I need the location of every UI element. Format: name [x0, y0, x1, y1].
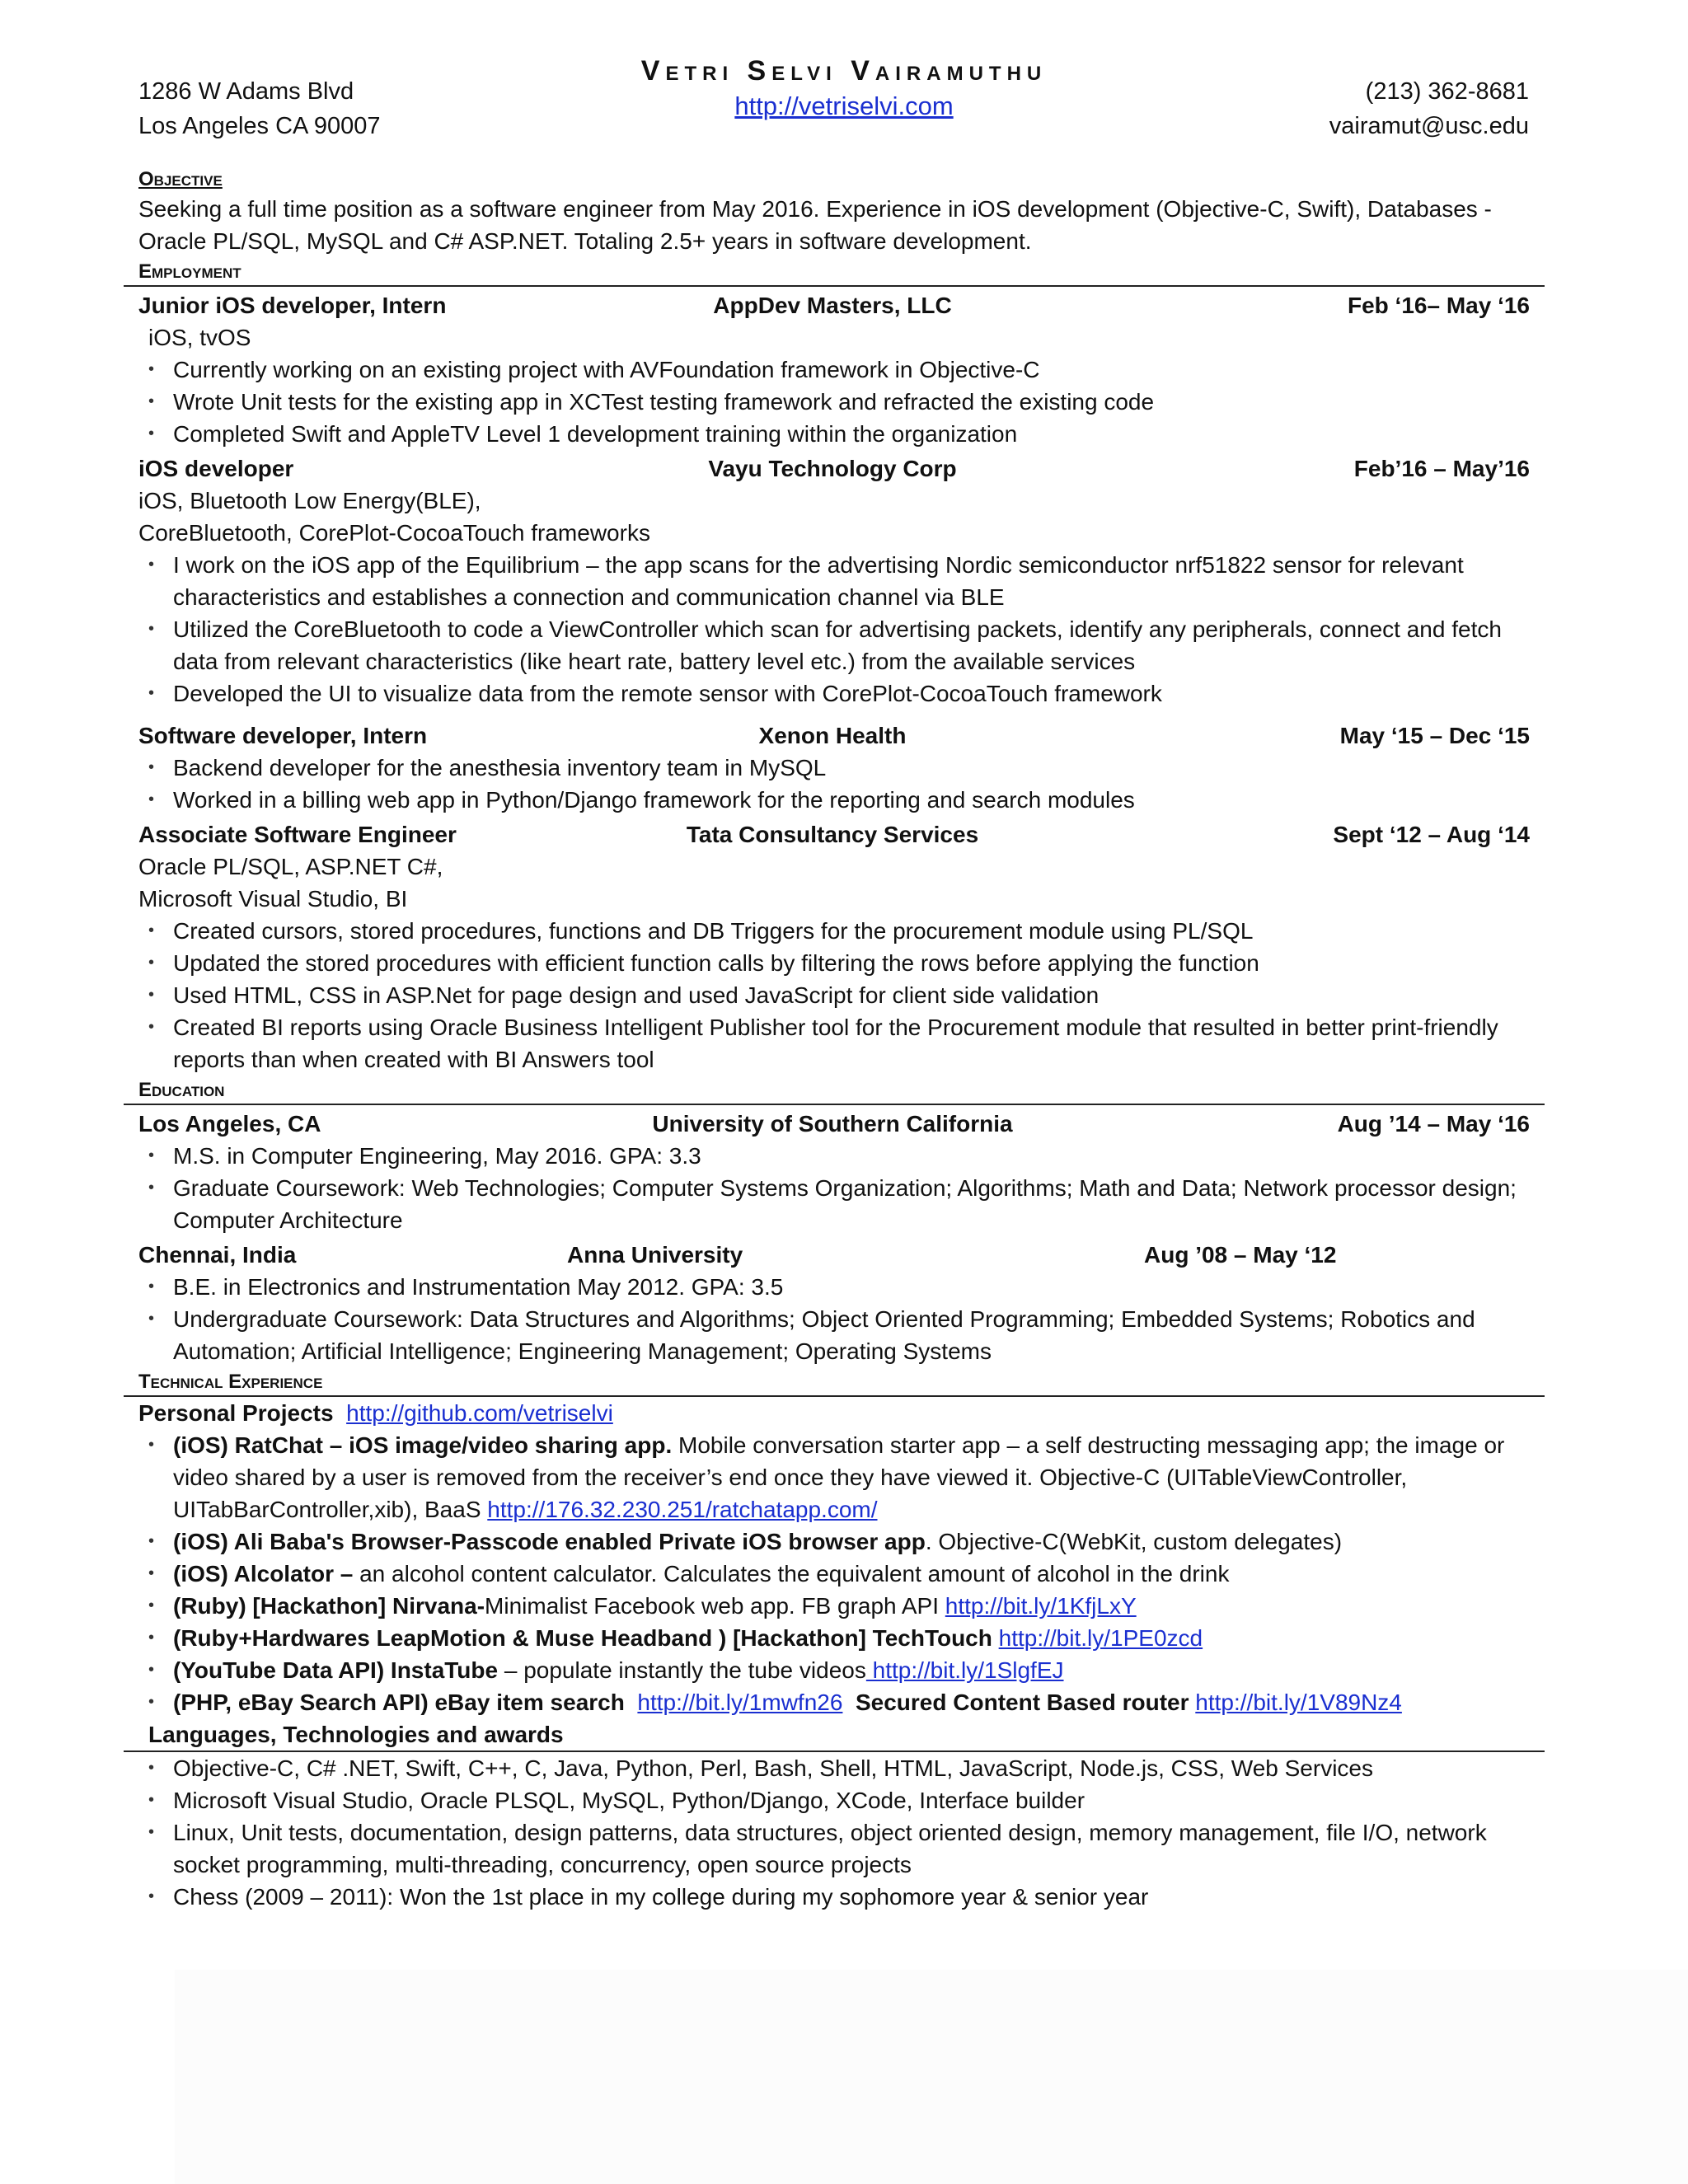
job-bullets [138, 354, 1530, 450]
personal-projects-label: Personal Projects [138, 1400, 334, 1426]
list-item: • Updated the stored procedures with efficient function calls by filtering the rows before applying the function [138, 947, 1530, 979]
job-company: AppDev Masters, LLC [713, 293, 952, 318]
project-desc: – populate instantly the tube videos [498, 1657, 866, 1683]
list-item: • Objective-C, C# .NET, Swift, C++, C, Java, Python, Perl, Bash, Shell, HTML, JavaScript, Node.js, CSS, Web Services [138, 1752, 1530, 1784]
job-dates: Feb ‘16– May ‘16 [1347, 293, 1530, 318]
list-item: • Currently working on an existing project with AVFoundation framework in Objective-C [138, 354, 1530, 386]
list-item: • Undergraduate Coursework: Data Structures and Algorithms; Object Oriented Programming; Embedded Systems; Robotics and Automation; Artificial Intelligence; Engineering Management; Operating Systems [138, 1303, 1530, 1367]
list-item [138, 1526, 1530, 1558]
objective-heading: Objective [138, 168, 223, 190]
list-item: • Microsoft Visual Studio, Oracle PLSQL, MySQL, Python/Django, XCode, Interface builder [138, 1784, 1530, 1816]
job-entry [138, 452, 1530, 710]
list-item: • Completed Swift and AppleTV Level 1 development training within the organization [138, 418, 1530, 450]
job-bullets [138, 915, 1530, 1076]
resume-body [138, 165, 1530, 1913]
school-bullets [138, 1140, 1530, 1236]
job-bullets [138, 752, 1530, 816]
project-title: (Ruby) [Hackathon] Nirvana- [173, 1593, 485, 1619]
project-link[interactable]: http://176.32.230.251/ratchatapp.com/ [487, 1497, 878, 1522]
list-item: • Wrote Unit tests for the existing app in XCTest testing framework and refracted the existing code [138, 386, 1530, 418]
list-item: • Worked in a billing web app in Python/Django framework for the reporting and search modules [138, 784, 1530, 816]
project-link[interactable]: http://bit.ly/1SlgfEJ [865, 1657, 1064, 1683]
job-header [138, 452, 1530, 485]
list-item: • Utilized the CoreBluetooth to code a ViewController which scan for advertising packets, identify any peripherals, connect and fetch data from relevant characteristics (like heart rate, battery level etc.) from the available services [138, 613, 1530, 677]
job-tech: iOS, tvOS [148, 325, 251, 350]
project-desc: . Objective-C(WebKit, custom delegates) [925, 1529, 1343, 1554]
job-tech: Oracle PL/SQL, ASP.NET C#, [138, 854, 443, 879]
job-title: Junior iOS developer, Intern [138, 293, 447, 318]
email-address[interactable]: vairamut@usc.edu [1329, 113, 1529, 139]
list-item [138, 1654, 1530, 1686]
job-company: Vayu Technology Corp [708, 456, 957, 481]
list-item [138, 1590, 1530, 1622]
school-location: Los Angeles, CA [138, 1111, 321, 1137]
languages-heading: Languages, Technologies and awards [124, 1718, 1545, 1752]
list-item [138, 1558, 1530, 1590]
job-company: Xenon Health [758, 723, 907, 748]
education-heading: Education [124, 1077, 1545, 1105]
list-item: • Linux, Unit tests, documentation, design patterns, data structures, object oriented design, memory management, file I/O, network socket programming, multi-threading, concurrency, open source projects [138, 1816, 1530, 1881]
job-header [138, 719, 1530, 752]
job-dates: May ‘15 – Dec ‘15 [1339, 723, 1530, 748]
project-desc: Minimalist Facebook web app. FB graph API [485, 1593, 945, 1619]
job-entry [138, 289, 1530, 450]
project-title: (Ruby+Hardwares LeapMotion & Muse Headband ) [Hackathon] TechTouch [173, 1625, 992, 1651]
list-item: • B.E. in Electronics and Instrumentation May 2012. GPA: 3.5 [138, 1271, 1530, 1303]
technical-heading: Technical Experience [124, 1369, 1545, 1397]
job-title: iOS developer [138, 456, 294, 481]
education-entry [138, 1108, 1530, 1236]
job-title: Associate Software Engineer [138, 822, 457, 847]
school-header [138, 1108, 1530, 1140]
page-shadow [175, 1970, 1688, 2184]
list-item: • Graduate Coursework: Web Technologies; Computer Systems Organization; Algorithms; Math and Data; Network processor design; Computer Architecture [138, 1172, 1530, 1236]
objective-text: Seeking a full time position as a software engineer from May 2016. Experience in iOS development (Objective-C, Swift), Databases - Oracle PL/SQL, MySQL and C# ASP.NET. Totaling 2.5+ years in software development. [138, 196, 1492, 254]
job-bullets [138, 549, 1530, 710]
school-name: Anna University [567, 1242, 743, 1268]
project-link[interactable]: http://bit.ly/1mwfn26 [637, 1690, 843, 1715]
list-item: • Developed the UI to visualize data from the remote sensor with CorePlot-CocoaTouch framework [138, 677, 1530, 710]
list-item: • Chess (2009 – 2011): Won the 1st place in my college during my sophomore year & senior year [138, 1881, 1530, 1913]
project-title: (iOS) Alcolator – [173, 1561, 354, 1586]
contact-block [1329, 74, 1529, 143]
list-item: • Used HTML, CSS in ASP.Net for page design and used JavaScript for client side validation [138, 979, 1530, 1011]
personal-projects-row [138, 1397, 1530, 1429]
list-item: • M.S. in Computer Engineering, May 2016. GPA: 3.3 [138, 1140, 1530, 1172]
job-entry [138, 719, 1530, 816]
list-item: • Backend developer for the anesthesia inventory team in MySQL [138, 752, 1530, 784]
github-link[interactable]: http://github.com/vetriselvi [346, 1400, 613, 1426]
project-desc: Mobile conversation starter app – a self destructing messaging app; the image or video shared by a user is removed from the receiver’s end once they have viewed it. Objective-C (UITableViewController, UITabBarController,xib), BaaS [173, 1432, 1505, 1522]
address-line-2: Los Angeles CA 90007 [138, 113, 381, 139]
job-entry [138, 818, 1530, 1076]
list-item [138, 1429, 1530, 1526]
school-location: Chennai, India [138, 1242, 297, 1268]
school-bullets [138, 1271, 1530, 1367]
applicant-name: Vetri Selvi Vairamuthu [640, 55, 1048, 87]
job-tech: Microsoft Visual Studio, BI [138, 886, 408, 912]
employment-heading: Employment [124, 259, 1545, 287]
project-link[interactable]: http://bit.ly/1PE0zcd [998, 1625, 1203, 1651]
website-link[interactable]: http://vetriselvi.com [734, 91, 954, 120]
job-tech: iOS, Bluetooth Low Energy(BLE), [138, 488, 481, 513]
job-header [138, 818, 1530, 851]
job-header [138, 289, 1530, 321]
job-title: Software developer, Intern [138, 723, 428, 748]
job-tech: CoreBluetooth, CorePlot-CocoaTouch frameworks [138, 520, 650, 546]
project-link[interactable]: http://bit.ly/1KfjLxY [945, 1593, 1137, 1619]
list-item: • Created BI reports using Oracle Business Intelligent Publisher tool for the Procurement module that resulted in better print-friendly reports than when created with BI Answers tool [138, 1011, 1530, 1076]
project-title: Secured Content Based router [855, 1690, 1189, 1715]
school-header [138, 1239, 1530, 1271]
job-company: Tata Consultancy Services [686, 822, 979, 847]
job-dates: Sept ‘12 – Aug ‘14 [1333, 822, 1530, 847]
list-item [138, 1686, 1530, 1718]
project-title: (PHP, eBay Search API) eBay item search [173, 1690, 625, 1715]
list-item [138, 1622, 1530, 1654]
education-entry [138, 1239, 1530, 1367]
project-link[interactable]: http://bit.ly/1V89Nz4 [1195, 1690, 1402, 1715]
project-title: (iOS) Ali Baba's Browser-Passcode enabled Private iOS browser app [173, 1529, 926, 1554]
project-list [138, 1429, 1530, 1718]
languages-list [138, 1752, 1530, 1913]
address-line-1: 1286 W Adams Blvd [138, 78, 354, 105]
project-title: (YouTube Data API) InstaTube [173, 1657, 499, 1683]
list-item: • Created cursors, stored procedures, functions and DB Triggers for the procurement module using PL/SQL [138, 915, 1530, 947]
project-desc: an alcohol content calculator. Calculates the equivalent amount of alcohol in the drink [353, 1561, 1230, 1586]
job-dates: Feb’16 – May’16 [1353, 456, 1530, 481]
school-dates: Aug ’14 – May ‘16 [1337, 1111, 1530, 1137]
school-name: University of Southern California [652, 1111, 1013, 1137]
project-desc [992, 1625, 999, 1651]
project-title: (iOS) RatChat – iOS image/video sharing app. [173, 1432, 673, 1458]
list-item: • I work on the iOS app of the Equilibrium – the app scans for the advertising Nordic semiconductor nrf51822 sensor for relevant characteristics and establishes a connection and communication channel via BLE [138, 549, 1530, 613]
phone-number: (213) 362-8681 [1365, 78, 1529, 105]
school-dates: Aug ’08 – May ‘12 [1144, 1242, 1337, 1268]
